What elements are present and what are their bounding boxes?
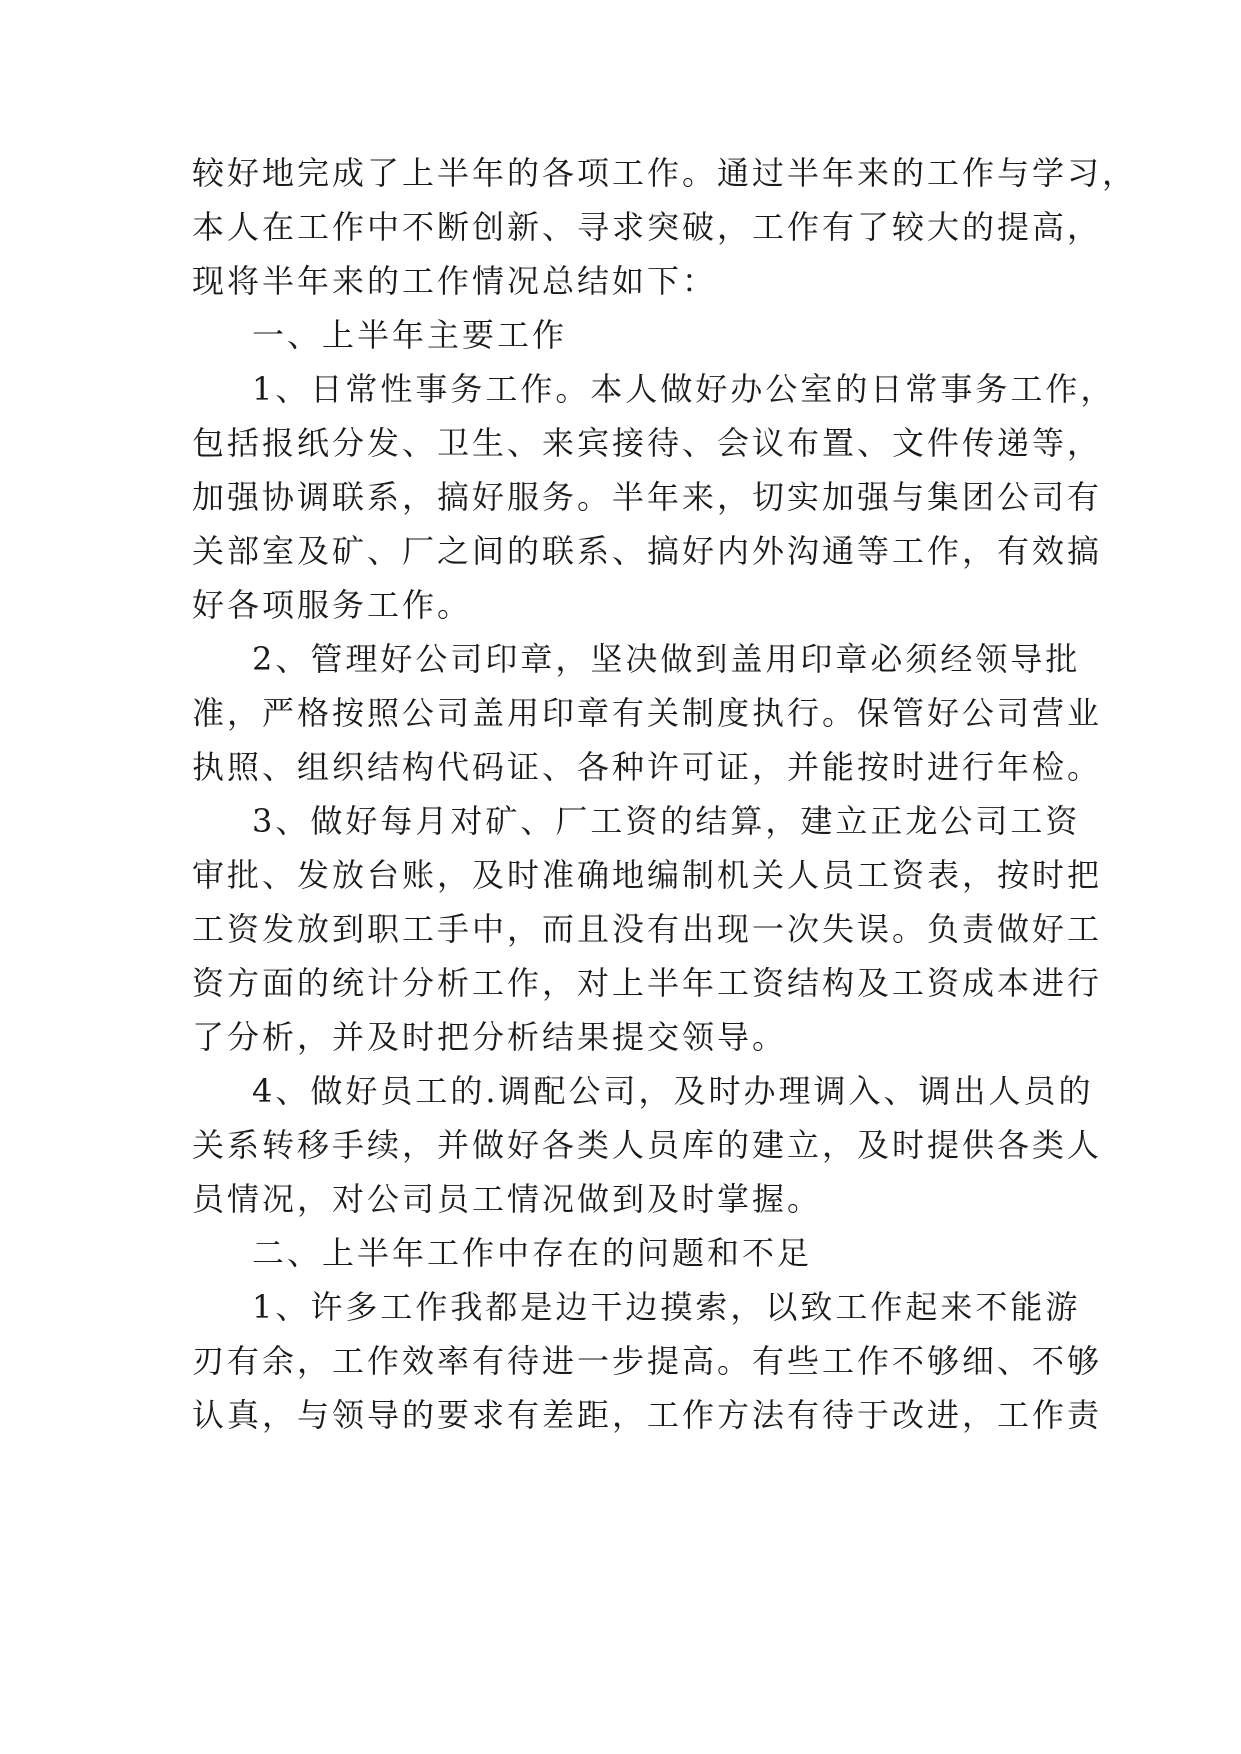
text-line: 关部室及矿、厂之间的联系、搞好内外沟通等工作，有效搞	[192, 532, 1103, 570]
text-line: 好各项服务工作。	[192, 586, 473, 624]
section-heading-1: 一、上半年主要工作	[252, 316, 568, 354]
text-line: 审批、发放台账，及时准确地编制机关人员工资表，按时把	[192, 856, 1103, 894]
text-line: 刃有余，工作效率有待进一步提高。有些工作不够细、不够	[192, 1342, 1103, 1380]
text-line: 包括报纸分发、卫生、来宾接待、会议布置、文件传递等，	[192, 424, 1103, 462]
text-line: 本人在工作中不断创新、寻求突破，工作有了较大的提高，	[192, 208, 1103, 246]
text-line: 1、许多工作我都是边干边摸索，以致工作起来不能游	[252, 1288, 1081, 1326]
text-line: 了分析，并及时把分析结果提交领导。	[192, 1018, 788, 1056]
text-line: 4、做好员工的.调配公司，及时办理调入、调出人员的	[252, 1072, 1094, 1110]
text-line: 准，严格按照公司盖用印章有关制度执行。保管好公司营业	[192, 694, 1103, 732]
text-line: 加强协调联系，搞好服务。半年来，切实加强与集团公司有	[192, 478, 1103, 516]
text-line: 现将半年来的工作情况总结如下：	[192, 262, 718, 300]
text-line: 关系转移手续，并做好各类人员库的建立，及时提供各类人	[192, 1126, 1103, 1164]
text-line: 执照、组织结构代码证、各种许可证，并能按时进行年检。	[192, 748, 1103, 786]
text-line: 较好地完成了上半年的各项工作。通过半年来的工作与学习，	[192, 154, 1138, 192]
text-line: 认真，与领导的要求有差距，工作方法有待于改进，工作责	[192, 1396, 1103, 1434]
text-line: 员情况，对公司员工情况做到及时掌握。	[192, 1180, 823, 1218]
text-line: 1、日常性事务工作。本人做好办公室的日常事务工作，	[252, 370, 1116, 408]
text-line: 3、做好每月对矿、厂工资的结算，建立正龙公司工资	[252, 802, 1081, 840]
text-line: 资方面的统计分析工作，对上半年工资结构及工资成本进行	[192, 964, 1103, 1002]
section-heading-2: 二、上半年工作中存在的问题和不足	[252, 1234, 813, 1272]
text-line: 2、管理好公司印章，坚决做到盖用印章必须经领导批	[252, 640, 1081, 678]
text-line: 工资发放到职工手中，而且没有出现一次失误。负责做好工	[192, 910, 1103, 948]
